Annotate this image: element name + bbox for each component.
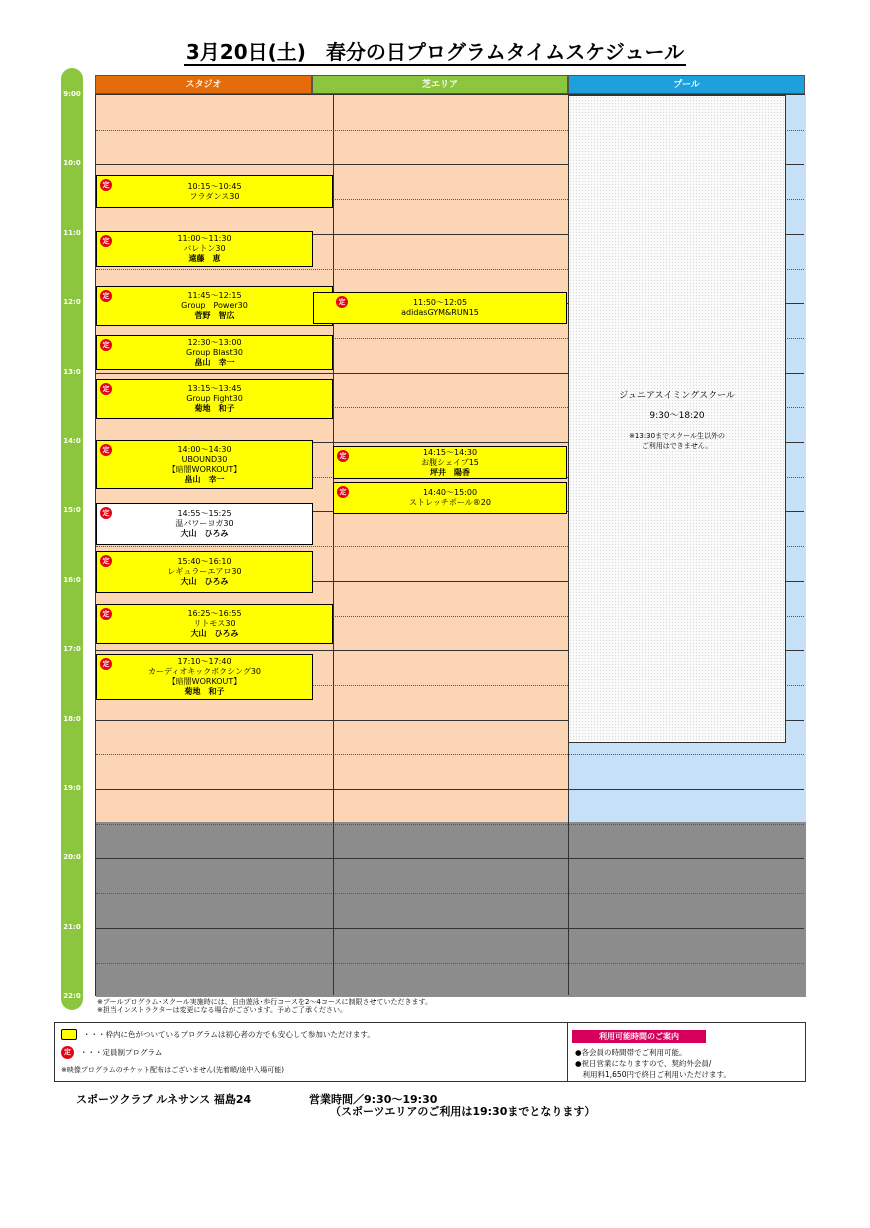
program-time: 14:00～14:30: [177, 444, 232, 454]
capacity-badge-icon: 定: [337, 450, 349, 462]
studio-program[interactable]: [96, 440, 313, 489]
hour-line: [96, 928, 804, 929]
program-time: 14:15～14:30: [422, 447, 478, 457]
program-instructor: 大山 ひろみ: [180, 529, 229, 538]
program-sub: 【暗闇WORKOUT】: [167, 677, 242, 686]
legend-ticket-row: [61, 1065, 284, 1075]
program-instructor: 大山 ひろみ: [190, 629, 239, 638]
pool-note-1: ※13:30までスクール生以外の: [629, 432, 725, 440]
hour-line: [96, 858, 804, 859]
business-hours: 営業時間／9:30～19:30: [309, 1093, 438, 1106]
capacity-badge-icon: 定: [336, 296, 348, 308]
time-label: 14:0: [63, 437, 81, 445]
capacity-badge-icon: 定: [100, 290, 112, 302]
legend-yellow-row: [61, 1029, 375, 1040]
studio-program[interactable]: [96, 604, 333, 644]
studio-program[interactable]: [96, 335, 333, 370]
program-instructor: 菅野 智広: [194, 311, 235, 320]
time-label: 13:0: [63, 367, 81, 376]
time-label: 21:0: [63, 922, 81, 931]
program-time: 17:10～17:40: [177, 657, 232, 666]
half-hour-line: [96, 754, 804, 755]
time-label: 15:0: [63, 506, 81, 515]
turf-program[interactable]: [333, 446, 567, 479]
club-name: スポーツクラブ ルネサンス 福島24: [76, 1093, 252, 1106]
pool-program-time: 9:30～18:20: [649, 411, 705, 421]
time-label: 11:0: [63, 228, 81, 237]
note-instructor: ※担当インストラクターは変更になる場合がございます。予めご了承ください。: [97, 1006, 347, 1014]
capacity-badge-icon: 定: [100, 608, 112, 620]
business-hours-note: （スポーツエリアのご利用は19:30までとなります）: [330, 1105, 596, 1118]
program-sub: 【暗闇WORKOUT】: [167, 464, 242, 474]
program-instructor: 畠山 幸一: [194, 357, 235, 367]
program-time: 16:25～16:55: [187, 609, 242, 618]
studio-program[interactable]: [96, 231, 313, 267]
program-time: 11:50～12:05: [412, 298, 468, 307]
time-label: 20:0: [63, 853, 81, 862]
half-hour-line: [96, 963, 804, 964]
legend-yellow-text: ・・・枠内に色がついているプログラムは初心者の方でも安心して参加いただけます。: [83, 1030, 375, 1039]
program-time: 12:30～13:00: [187, 337, 242, 347]
program-instructor: 遠藤 恵: [188, 254, 221, 263]
header-studio: スタジオ: [95, 75, 312, 94]
program-name: Group Blast30: [186, 347, 243, 357]
program-name: adidasGYM&RUN15: [401, 308, 479, 317]
closed-area: [96, 822, 806, 997]
program-instructor: 畠山 幸一: [184, 474, 225, 484]
program-time: 11:45～12:15: [187, 291, 242, 300]
program-name: 温パワーヨガ30: [175, 519, 234, 528]
capacity-badge-icon: 定: [61, 1046, 74, 1059]
pool-note-2: ご利用はできません。: [641, 442, 713, 450]
yellow-box-icon: [61, 1029, 77, 1040]
capacity-badge-icon: 定: [100, 383, 112, 395]
studio-program[interactable]: [96, 654, 313, 700]
info-line-3: 利用料1,650円で終日ご利用いただけます。: [575, 1070, 731, 1079]
capacity-badge-icon: 定: [100, 507, 112, 519]
studio-program[interactable]: [96, 175, 333, 208]
hour-line: [96, 789, 804, 790]
info-line-2: ●祝日営業になりますので、契約外会員/: [575, 1059, 712, 1068]
capacity-badge-icon: 定: [100, 658, 112, 670]
program-name: カーディオキックボクシング30: [147, 667, 262, 676]
program-instructor: 菊地 和子: [184, 687, 225, 696]
schedule-notes: [97, 998, 432, 1014]
capacity-badge-icon: 定: [337, 486, 349, 498]
note-pool: ※プールプログラム･スクール実施時には、自由遊泳･歩行コースを2～4コースに制限させていただきます。: [97, 998, 432, 1006]
studio-program[interactable]: [96, 503, 313, 545]
program-instructor: 大山 ひろみ: [180, 577, 229, 586]
time-label: 9:00: [63, 90, 81, 98]
legend-box: [54, 1022, 806, 1082]
studio-program[interactable]: [96, 379, 333, 419]
capacity-badge-icon: 定: [100, 339, 112, 351]
time-label: 22:0: [63, 992, 81, 1001]
legend-badge-text: ・・・定員制プログラム: [80, 1048, 163, 1057]
schedule-grid: [95, 94, 805, 996]
time-label: 12:0: [63, 298, 81, 307]
program-time: 10:15～10:45: [187, 181, 242, 191]
page-title: 3月20日(土) 春分の日プログラムタイムスケジュール: [185, 40, 685, 64]
program-name: Group Fight30: [186, 394, 243, 403]
legend-ticket-text: ※映像プログラムのチケット配布はございません(先着順/途中入場可能): [61, 1066, 284, 1074]
half-hour-line: [96, 824, 804, 825]
info-title: 利用可能時間のご案内: [572, 1030, 706, 1043]
program-name: お腹シェイプ15: [421, 457, 479, 467]
turf-program[interactable]: [313, 292, 567, 324]
legend-badge-row: [61, 1046, 162, 1059]
info-line-1: ●各会員の時間帯でご利用可能。: [575, 1048, 687, 1057]
time-label: 18:0: [63, 714, 81, 723]
turf-program[interactable]: [333, 482, 567, 514]
program-name: ストレッチポール®20: [409, 498, 491, 507]
program-name: リトモス30: [193, 619, 236, 628]
program-time: 14:40～15:00: [422, 488, 478, 497]
time-label: 10:0: [63, 159, 81, 168]
program-instructor: 坪井 陽香: [430, 467, 470, 477]
half-hour-line: [96, 893, 804, 894]
junior-swimming-school-block[interactable]: [568, 95, 786, 743]
program-time: 15:40～16:10: [177, 557, 232, 566]
program-name: UBOUND30: [181, 454, 228, 464]
program-time: 14:55～15:25: [177, 509, 232, 518]
capacity-badge-icon: 定: [100, 555, 112, 567]
program-name: バレトン30: [183, 244, 226, 253]
program-time: 13:15～13:45: [187, 384, 242, 393]
studio-program[interactable]: [96, 551, 313, 593]
header-pool: プール: [568, 75, 805, 94]
pool-program-name: ジュニアスイミングスクール: [619, 391, 735, 401]
time-bar: [61, 68, 83, 1010]
header-turf: 芝エリア: [312, 75, 568, 94]
capacity-badge-icon: 定: [100, 235, 112, 247]
capacity-badge-icon: 定: [100, 179, 112, 191]
time-label: 19:0: [63, 784, 81, 792]
time-label: 17:0: [63, 645, 81, 654]
studio-program[interactable]: [96, 286, 333, 326]
program-name: フラダンス30: [189, 191, 240, 201]
program-instructor: 菊地 和子: [194, 404, 235, 413]
time-label: 16:0: [63, 575, 81, 584]
program-time: 11:00～11:30: [177, 234, 232, 243]
program-name: Group Power30: [181, 301, 248, 310]
program-name: レギュラーエアロ30: [167, 567, 242, 576]
capacity-badge-icon: 定: [100, 444, 112, 456]
